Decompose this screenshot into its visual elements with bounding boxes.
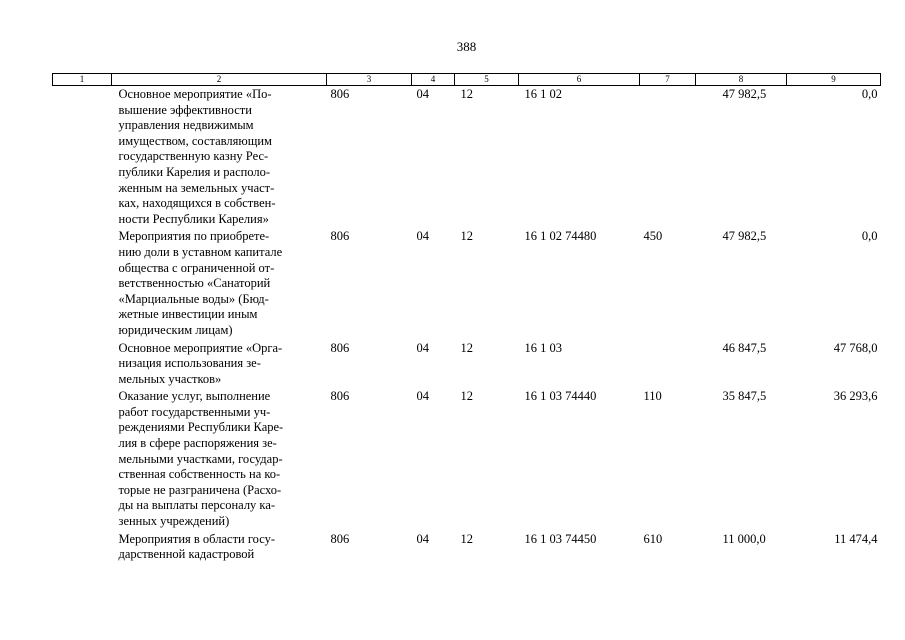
cell-amount-1: 35 847,5 bbox=[722, 389, 767, 404]
table-row bbox=[53, 228, 881, 339]
cell-expense-type: 110 bbox=[643, 389, 662, 404]
table-row bbox=[53, 388, 881, 530]
cell-ministry: 806 bbox=[330, 87, 350, 101]
cell-expense-type: 450 bbox=[643, 229, 663, 244]
column-header-6: 6 bbox=[519, 74, 640, 86]
cell-empty bbox=[53, 388, 112, 530]
cell-ministry: 806 bbox=[330, 340, 350, 355]
column-number-row bbox=[53, 74, 881, 86]
cell-description: Основное мероприятие «Орга- низация использования зе- мельных участков» bbox=[118, 340, 283, 386]
column-header-1: 1 bbox=[53, 74, 112, 86]
column-header-7: 7 bbox=[640, 74, 696, 86]
cell-amount-1: 47 982,5 bbox=[722, 229, 767, 244]
cell-empty bbox=[53, 531, 112, 564]
cell-subsection: 12 bbox=[460, 229, 473, 244]
cell-ministry: 806 bbox=[330, 389, 350, 404]
cell-amount-1: 11 000,0 bbox=[722, 531, 766, 546]
cell-target-article: 16 1 03 74450 bbox=[524, 531, 597, 546]
cell-ministry: 806 bbox=[330, 531, 350, 546]
column-header-3: 3 bbox=[327, 74, 412, 86]
cell-amount-1: 47 982,5 bbox=[722, 87, 767, 101]
table-row bbox=[53, 531, 881, 564]
column-header-2: 2 bbox=[112, 74, 327, 86]
cell-section: 04 bbox=[416, 389, 429, 404]
cell-amount-2: 0,0 bbox=[861, 229, 878, 244]
cell-section: 04 bbox=[416, 87, 429, 101]
cell-amount-2: 47 768,0 bbox=[833, 340, 878, 355]
cell-subsection: 12 bbox=[460, 87, 473, 101]
cell-amount-2: 36 293,6 bbox=[833, 389, 878, 404]
cell-ministry: 806 bbox=[330, 229, 350, 244]
column-header-5: 5 bbox=[455, 74, 519, 86]
cell-expense-type bbox=[640, 340, 696, 389]
cell-empty bbox=[53, 340, 112, 389]
cell-subsection: 12 bbox=[460, 389, 473, 404]
cell-description: Основное мероприятие «По- вышение эффективности управления недвижимым имуществом, составляющим государственную казну Рес- публики Карелия и располо- женным на земельных участ- ках, находящихся в собствен- ности Республики Карелия» bbox=[118, 87, 276, 226]
table-row bbox=[53, 340, 881, 389]
cell-target-article: 16 1 02 bbox=[524, 87, 562, 101]
column-header-4: 4 bbox=[412, 74, 455, 86]
cell-target-article: 16 1 03 74440 bbox=[524, 389, 597, 404]
column-header-8: 8 bbox=[696, 74, 787, 86]
cell-expense-type: 610 bbox=[643, 531, 663, 546]
cell-amount-2: 11 474,4 bbox=[834, 531, 878, 546]
cell-section: 04 bbox=[416, 531, 429, 546]
cell-empty bbox=[53, 86, 112, 229]
page-number: 388 bbox=[456, 39, 477, 54]
cell-target-article: 16 1 02 74480 bbox=[524, 229, 597, 244]
cell-section: 04 bbox=[416, 229, 429, 244]
cell-amount-2: 0,0 bbox=[861, 87, 878, 101]
column-header-9: 9 bbox=[787, 74, 881, 86]
cell-description: Мероприятия в области госу- дарственной кадастровой bbox=[118, 531, 276, 562]
cell-description: Оказание услуг, выполнение работ государственными уч- реждениями Республики Каре- лия в сфере распоряжения зе- мельными участками, государ- ственная собственность на ко- торые не разграничена (Расхо- ды на выплаты персоналу ка- зенных учреждений) bbox=[118, 389, 284, 529]
cell-subsection: 12 bbox=[460, 531, 473, 546]
cell-description: Мероприятия по приобрете- нию доли в уставном капитале общества с ограниченной от- ветственностью «Санаторий «Марциальные воды» (Бюд- жетные инвестиции иным юридическим лицам) bbox=[118, 229, 283, 337]
budget-table bbox=[52, 73, 881, 564]
cell-subsection: 12 bbox=[460, 340, 473, 355]
cell-amount-1: 46 847,5 bbox=[722, 340, 767, 355]
table-row bbox=[53, 86, 881, 229]
cell-section: 04 bbox=[416, 340, 429, 355]
cell-expense-type bbox=[640, 86, 696, 229]
cell-empty bbox=[53, 228, 112, 339]
cell-target-article: 16 1 03 bbox=[524, 340, 562, 355]
